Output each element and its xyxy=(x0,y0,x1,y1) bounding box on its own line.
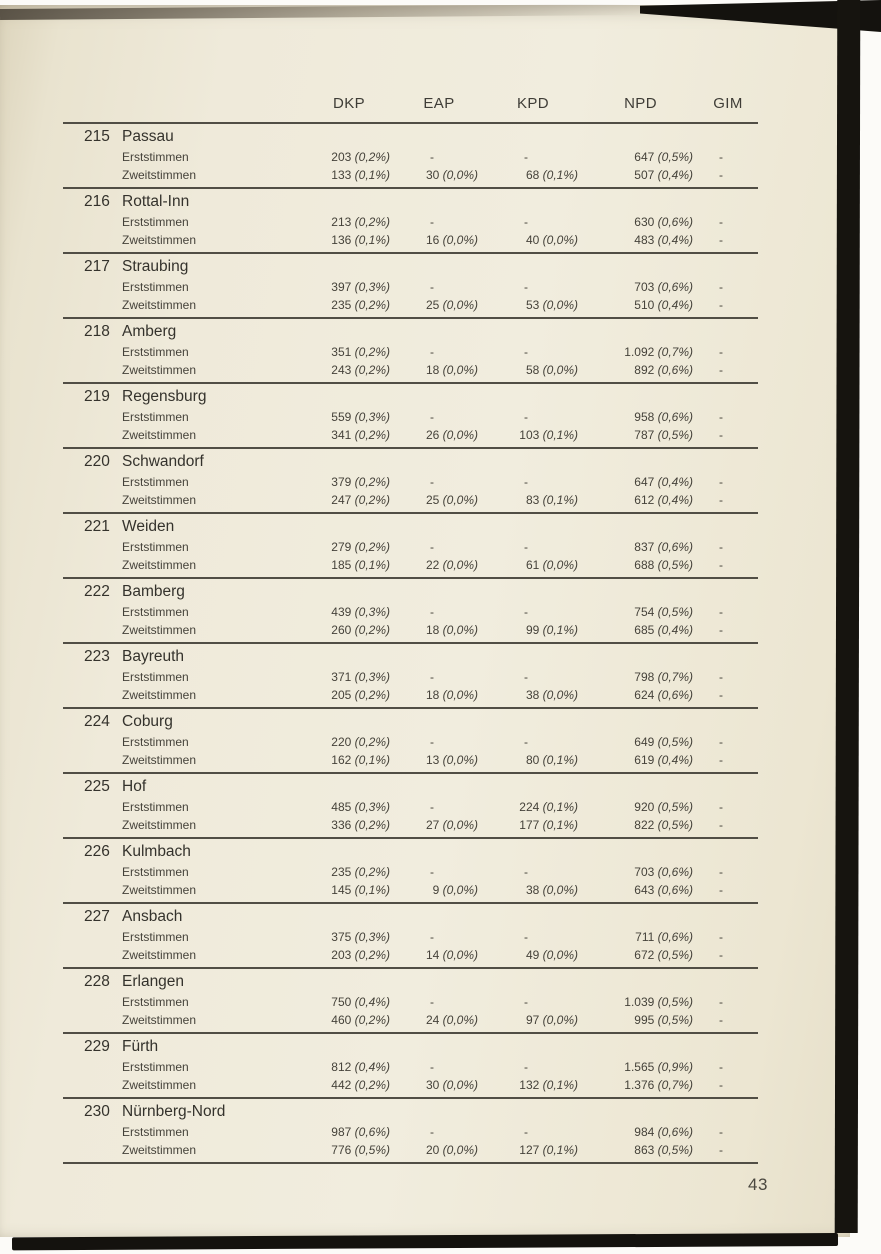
erststimmen-row xyxy=(63,668,758,686)
district-block xyxy=(63,449,758,514)
district-title: Amberg xyxy=(122,323,177,340)
vote-value: 24 (0,0%) xyxy=(425,1013,478,1027)
zweitstimmen-row xyxy=(63,166,758,184)
district-block xyxy=(63,1034,758,1099)
vote-value: 14 (0,0%) xyxy=(425,948,478,962)
vote-value: 260 (0,2%) xyxy=(331,623,390,637)
vote-type-label: Erststimmen xyxy=(122,215,189,229)
erststimmen-row xyxy=(63,928,758,946)
vote-value: 58 (0,0%) xyxy=(525,363,578,377)
vote-value: 99 (0,1%) xyxy=(525,623,578,637)
vote-type-label: Zweitstimmen xyxy=(122,233,197,247)
vote-value: 162 (0,1%) xyxy=(331,753,390,767)
no-result-dash: - xyxy=(430,280,434,294)
no-result-dash: - xyxy=(719,540,723,554)
no-result-dash: - xyxy=(719,688,723,702)
vote-type-label: Erststimmen xyxy=(122,865,189,879)
table-body xyxy=(63,124,758,1164)
vote-type-label: Zweitstimmen xyxy=(122,1078,197,1092)
district-title: Schwandorf xyxy=(122,453,204,470)
vote-value: 25 (0,0%) xyxy=(425,298,478,312)
district-name xyxy=(63,970,758,993)
district-number: 218 xyxy=(84,323,110,340)
zweitstimmen-row xyxy=(63,816,758,834)
no-result-dash: - xyxy=(430,410,434,424)
district-block xyxy=(63,579,758,644)
no-result-dash: - xyxy=(719,800,723,814)
vote-value: 127 (0,1%) xyxy=(519,1143,578,1157)
vote-value: 379 (0,2%) xyxy=(331,475,390,489)
zweitstimmen-row xyxy=(63,491,758,509)
vote-value: 243 (0,2%) xyxy=(331,363,390,377)
district-block xyxy=(63,709,758,774)
vote-type-label: Erststimmen xyxy=(122,1125,189,1139)
zweitstimmen-row xyxy=(63,1141,758,1159)
district-name xyxy=(63,1100,758,1123)
vote-type-label: Zweitstimmen xyxy=(122,168,197,182)
vote-value: 995 (0,5%) xyxy=(634,1013,693,1027)
no-result-dash: - xyxy=(719,345,723,359)
no-result-dash: - xyxy=(524,540,528,554)
vote-value: 247 (0,2%) xyxy=(331,493,390,507)
no-result-dash: - xyxy=(719,410,723,424)
no-result-dash: - xyxy=(524,150,528,164)
vote-value: 83 (0,1%) xyxy=(525,493,578,507)
zweitstimmen-row xyxy=(63,426,758,444)
vote-value: 460 (0,2%) xyxy=(331,1013,390,1027)
vote-value: 688 (0,5%) xyxy=(634,558,693,572)
no-result-dash: - xyxy=(430,1060,434,1074)
vote-value: 18 (0,0%) xyxy=(425,623,478,637)
vote-value: 987 (0,6%) xyxy=(331,1125,390,1139)
no-result-dash: - xyxy=(430,215,434,229)
district-block xyxy=(63,839,758,904)
erststimmen-row xyxy=(63,993,758,1011)
vote-value: 750 (0,4%) xyxy=(331,995,390,1009)
vote-type-label: Erststimmen xyxy=(122,1060,189,1074)
vote-value: 1.039 (0,5%) xyxy=(624,995,693,1009)
vote-value: 26 (0,0%) xyxy=(425,428,478,442)
district-block xyxy=(63,514,758,579)
district-title: Kulmbach xyxy=(122,843,191,860)
no-result-dash: - xyxy=(719,995,723,1009)
no-result-dash: - xyxy=(719,753,723,767)
vote-value: 984 (0,6%) xyxy=(634,1125,693,1139)
district-block xyxy=(63,319,758,384)
vote-value: 776 (0,5%) xyxy=(331,1143,390,1157)
district-number: 219 xyxy=(84,388,110,405)
district-number: 226 xyxy=(84,843,110,860)
district-title: Hof xyxy=(122,778,147,795)
district-name xyxy=(63,1035,758,1058)
no-result-dash: - xyxy=(719,948,723,962)
vote-value: 351 (0,2%) xyxy=(331,345,390,359)
vote-value: 205 (0,2%) xyxy=(331,688,390,702)
vote-value: 375 (0,3%) xyxy=(331,930,390,944)
erststimmen-row xyxy=(63,1123,758,1141)
vote-value: 643 (0,6%) xyxy=(634,883,693,897)
vote-value: 38 (0,0%) xyxy=(525,883,578,897)
vote-type-label: Zweitstimmen xyxy=(122,948,197,962)
zweitstimmen-row xyxy=(63,296,758,314)
district-number: 220 xyxy=(84,453,110,470)
no-result-dash: - xyxy=(430,930,434,944)
district-title: Straubing xyxy=(122,258,189,275)
no-result-dash: - xyxy=(719,150,723,164)
vote-value: 1.092 (0,7%) xyxy=(624,345,693,359)
no-result-dash: - xyxy=(524,345,528,359)
no-result-dash: - xyxy=(719,558,723,572)
district-title: Regensburg xyxy=(122,388,207,405)
vote-value: 341 (0,2%) xyxy=(331,428,390,442)
no-result-dash: - xyxy=(524,410,528,424)
vote-value: 507 (0,4%) xyxy=(634,168,693,182)
vote-type-label: Erststimmen xyxy=(122,930,189,944)
zweitstimmen-row xyxy=(63,1011,758,1029)
vote-value: 703 (0,6%) xyxy=(634,865,693,879)
district-number: 228 xyxy=(84,973,110,990)
district-number: 225 xyxy=(84,778,110,795)
no-result-dash: - xyxy=(430,1125,434,1139)
district-block xyxy=(63,904,758,969)
vote-value: 703 (0,6%) xyxy=(634,280,693,294)
no-result-dash: - xyxy=(430,865,434,879)
no-result-dash: - xyxy=(430,540,434,554)
zweitstimmen-row xyxy=(63,946,758,964)
vote-type-label: Zweitstimmen xyxy=(122,883,197,897)
district-block xyxy=(63,254,758,319)
vote-value: 485 (0,3%) xyxy=(331,800,390,814)
zweitstimmen-row xyxy=(63,556,758,574)
district-title: Nürnberg-Nord xyxy=(122,1103,226,1120)
district-name xyxy=(63,580,758,603)
vote-value: 133 (0,1%) xyxy=(331,168,390,182)
election-results-table xyxy=(63,84,758,1164)
no-result-dash: - xyxy=(524,930,528,944)
no-result-dash: - xyxy=(524,865,528,879)
vote-value: 80 (0,1%) xyxy=(525,753,578,767)
vote-type-label: Zweitstimmen xyxy=(122,623,197,637)
district-name xyxy=(63,645,758,668)
vote-value: 16 (0,0%) xyxy=(425,233,478,247)
vote-value: 647 (0,4%) xyxy=(634,475,693,489)
vote-value: 18 (0,0%) xyxy=(425,688,478,702)
vote-value: 439 (0,3%) xyxy=(331,605,390,619)
zweitstimmen-row xyxy=(63,361,758,379)
vote-type-label: Erststimmen xyxy=(122,475,189,489)
vote-value: 559 (0,3%) xyxy=(331,410,390,424)
district-number: 227 xyxy=(84,908,110,925)
no-result-dash: - xyxy=(719,493,723,507)
no-result-dash: - xyxy=(430,800,434,814)
vote-type-label: Zweitstimmen xyxy=(122,493,197,507)
erststimmen-row xyxy=(63,473,758,491)
erststimmen-row xyxy=(63,343,758,361)
district-number: 221 xyxy=(84,518,110,535)
vote-value: 30 (0,0%) xyxy=(425,168,478,182)
district-block xyxy=(63,644,758,709)
vote-value: 136 (0,1%) xyxy=(331,233,390,247)
district-block xyxy=(63,189,758,254)
vote-value: 279 (0,2%) xyxy=(331,540,390,554)
no-result-dash: - xyxy=(524,1060,528,1074)
no-result-dash: - xyxy=(719,298,723,312)
no-result-dash: - xyxy=(719,280,723,294)
vote-value: 30 (0,0%) xyxy=(425,1078,478,1092)
district-title: Erlangen xyxy=(122,973,185,990)
no-result-dash: - xyxy=(719,1060,723,1074)
district-name xyxy=(63,190,758,213)
no-result-dash: - xyxy=(524,670,528,684)
vote-type-label: Zweitstimmen xyxy=(122,428,197,442)
erststimmen-row xyxy=(63,408,758,426)
vote-type-label: Erststimmen xyxy=(122,670,189,684)
vote-value: 40 (0,0%) xyxy=(525,233,578,247)
vote-type-label: Zweitstimmen xyxy=(122,363,197,377)
vote-value: 22 (0,0%) xyxy=(425,558,478,572)
district-name xyxy=(63,320,758,343)
vote-type-label: Zweitstimmen xyxy=(122,688,197,702)
vote-type-label: Zweitstimmen xyxy=(122,818,197,832)
no-result-dash: - xyxy=(524,735,528,749)
vote-value: 397 (0,3%) xyxy=(331,280,390,294)
district-number: 222 xyxy=(84,583,110,600)
no-result-dash: - xyxy=(524,280,528,294)
vote-value: 97 (0,0%) xyxy=(525,1013,578,1027)
district-block xyxy=(63,384,758,449)
district-name xyxy=(63,905,758,928)
erststimmen-row xyxy=(63,148,758,166)
vote-value: 798 (0,7%) xyxy=(634,670,693,684)
district-title: Bamberg xyxy=(122,583,185,600)
vote-value: 49 (0,0%) xyxy=(525,948,578,962)
district-number: 229 xyxy=(84,1038,110,1055)
vote-value: 68 (0,1%) xyxy=(525,168,578,182)
no-result-dash: - xyxy=(719,623,723,637)
vote-value: 1.376 (0,7%) xyxy=(624,1078,693,1092)
vote-value: 371 (0,3%) xyxy=(331,670,390,684)
column-header-dkp: DKP xyxy=(332,94,366,112)
no-result-dash: - xyxy=(430,345,434,359)
vote-value: 510 (0,4%) xyxy=(634,298,693,312)
erststimmen-row xyxy=(63,213,758,231)
no-result-dash: - xyxy=(524,215,528,229)
no-result-dash: - xyxy=(719,1013,723,1027)
no-result-dash: - xyxy=(719,818,723,832)
no-result-dash: - xyxy=(430,475,434,489)
vote-value: 837 (0,6%) xyxy=(634,540,693,554)
column-header-npd: NPD xyxy=(624,94,657,112)
column-header-gim: GIM xyxy=(713,94,743,112)
no-result-dash: - xyxy=(719,215,723,229)
no-result-dash: - xyxy=(719,1143,723,1157)
vote-value: 224 (0,1%) xyxy=(519,800,578,814)
column-header-kpd: KPD xyxy=(516,94,550,112)
erststimmen-row xyxy=(63,863,758,881)
vote-value: 619 (0,4%) xyxy=(634,753,693,767)
vote-value: 185 (0,1%) xyxy=(331,558,390,572)
no-result-dash: - xyxy=(524,475,528,489)
vote-value: 624 (0,6%) xyxy=(634,688,693,702)
vote-type-label: Erststimmen xyxy=(122,735,189,749)
vote-value: 145 (0,1%) xyxy=(331,883,390,897)
vote-type-label: Erststimmen xyxy=(122,410,189,424)
no-result-dash: - xyxy=(524,605,528,619)
vote-type-label: Erststimmen xyxy=(122,540,189,554)
erststimmen-row xyxy=(63,733,758,751)
vote-value: 892 (0,6%) xyxy=(634,363,693,377)
no-result-dash: - xyxy=(719,605,723,619)
no-result-dash: - xyxy=(430,670,434,684)
vote-value: 612 (0,4%) xyxy=(634,493,693,507)
vote-value: 61 (0,0%) xyxy=(525,558,578,572)
no-result-dash: - xyxy=(719,363,723,377)
no-result-dash: - xyxy=(719,475,723,489)
district-name xyxy=(63,125,758,148)
page-number: 43 xyxy=(748,1175,768,1194)
vote-value: 213 (0,2%) xyxy=(331,215,390,229)
vote-value: 649 (0,5%) xyxy=(634,735,693,749)
vote-value: 1.565 (0,9%) xyxy=(624,1060,693,1074)
vote-value: 863 (0,5%) xyxy=(634,1143,693,1157)
no-result-dash: - xyxy=(719,670,723,684)
vote-type-label: Erststimmen xyxy=(122,280,189,294)
district-block xyxy=(63,1099,758,1164)
district-name xyxy=(63,710,758,733)
no-result-dash: - xyxy=(430,735,434,749)
no-result-dash: - xyxy=(430,150,434,164)
no-result-dash: - xyxy=(719,1125,723,1139)
vote-value: 336 (0,2%) xyxy=(331,818,390,832)
vote-value: 822 (0,5%) xyxy=(634,818,693,832)
table-header-row xyxy=(63,84,758,124)
district-title: Rottal-Inn xyxy=(122,193,190,210)
no-result-dash: - xyxy=(719,930,723,944)
district-name xyxy=(63,775,758,798)
vote-type-label: Zweitstimmen xyxy=(122,558,197,572)
vote-value: 38 (0,0%) xyxy=(525,688,578,702)
vote-value: 25 (0,0%) xyxy=(425,493,478,507)
district-title: Bayreuth xyxy=(122,648,185,665)
district-number: 217 xyxy=(84,258,110,275)
no-result-dash: - xyxy=(524,995,528,1009)
district-number: 224 xyxy=(84,713,110,730)
district-title: Fürth xyxy=(122,1038,159,1055)
vote-value: 27 (0,0%) xyxy=(425,818,478,832)
vote-type-label: Zweitstimmen xyxy=(122,298,197,312)
vote-value: 235 (0,2%) xyxy=(331,865,390,879)
district-block xyxy=(63,124,758,189)
vote-type-label: Zweitstimmen xyxy=(122,753,197,767)
vote-value: 630 (0,6%) xyxy=(634,215,693,229)
no-result-dash: - xyxy=(719,233,723,247)
vote-value: 132 (0,1%) xyxy=(519,1078,578,1092)
vote-value: 177 (0,1%) xyxy=(519,818,578,832)
vote-value: 203 (0,2%) xyxy=(331,948,390,962)
district-block xyxy=(63,774,758,839)
district-name xyxy=(63,840,758,863)
district-number: 223 xyxy=(84,648,110,665)
vote-value: 220 (0,2%) xyxy=(331,735,390,749)
zweitstimmen-row xyxy=(63,231,758,249)
zweitstimmen-row xyxy=(63,1076,758,1094)
zweitstimmen-row xyxy=(63,881,758,899)
vote-value: 711 (0,6%) xyxy=(635,930,693,944)
vote-value: 18 (0,0%) xyxy=(425,363,478,377)
vote-value: 103 (0,1%) xyxy=(519,428,578,442)
vote-type-label: Erststimmen xyxy=(122,345,189,359)
vote-value: 754 (0,5%) xyxy=(634,605,693,619)
vote-type-label: Erststimmen xyxy=(122,995,189,1009)
vote-value: 235 (0,2%) xyxy=(331,298,390,312)
no-result-dash: - xyxy=(719,883,723,897)
erststimmen-row xyxy=(63,603,758,621)
district-name xyxy=(63,450,758,473)
district-number: 216 xyxy=(84,193,110,210)
zweitstimmen-row xyxy=(63,621,758,639)
no-result-dash: - xyxy=(719,168,723,182)
no-result-dash: - xyxy=(719,1078,723,1092)
erststimmen-row xyxy=(63,278,758,296)
vote-value: 685 (0,4%) xyxy=(634,623,693,637)
district-name xyxy=(63,385,758,408)
vote-type-label: Zweitstimmen xyxy=(122,1013,197,1027)
district-title: Ansbach xyxy=(122,908,183,925)
district-title: Passau xyxy=(122,128,174,145)
district-name xyxy=(63,515,758,538)
vote-value: 442 (0,2%) xyxy=(331,1078,390,1092)
zweitstimmen-row xyxy=(63,751,758,769)
column-header-eap: EAP xyxy=(423,94,455,112)
book-edge-right xyxy=(835,0,861,1233)
erststimmen-row xyxy=(63,538,758,556)
vote-value: 9 (0,0%) xyxy=(432,883,478,897)
no-result-dash: - xyxy=(719,428,723,442)
vote-type-label: Erststimmen xyxy=(122,605,189,619)
vote-value: 672 (0,5%) xyxy=(634,948,693,962)
erststimmen-row xyxy=(63,1058,758,1076)
vote-value: 20 (0,0%) xyxy=(425,1143,478,1157)
district-title: Weiden xyxy=(122,518,175,535)
vote-type-label: Zweitstimmen xyxy=(122,1143,197,1157)
vote-value: 13 (0,0%) xyxy=(425,753,478,767)
vote-value: 647 (0,5%) xyxy=(634,150,693,164)
vote-value: 787 (0,5%) xyxy=(634,428,693,442)
district-name xyxy=(63,255,758,278)
no-result-dash: - xyxy=(524,1125,528,1139)
vote-type-label: Erststimmen xyxy=(122,150,189,164)
no-result-dash: - xyxy=(719,735,723,749)
no-result-dash: - xyxy=(430,605,434,619)
vote-value: 483 (0,4%) xyxy=(634,233,693,247)
vote-value: 958 (0,6%) xyxy=(634,410,693,424)
erststimmen-row xyxy=(63,798,758,816)
district-number: 215 xyxy=(84,128,110,145)
district-number: 230 xyxy=(84,1103,110,1120)
vote-value: 53 (0,0%) xyxy=(525,298,578,312)
zweitstimmen-row xyxy=(63,686,758,704)
vote-value: 203 (0,2%) xyxy=(331,150,390,164)
no-result-dash: - xyxy=(430,995,434,1009)
district-title: Coburg xyxy=(122,713,173,730)
vote-type-label: Erststimmen xyxy=(122,800,189,814)
no-result-dash: - xyxy=(719,865,723,879)
district-block xyxy=(63,969,758,1034)
vote-value: 920 (0,5%) xyxy=(634,800,693,814)
vote-value: 812 (0,4%) xyxy=(331,1060,390,1074)
